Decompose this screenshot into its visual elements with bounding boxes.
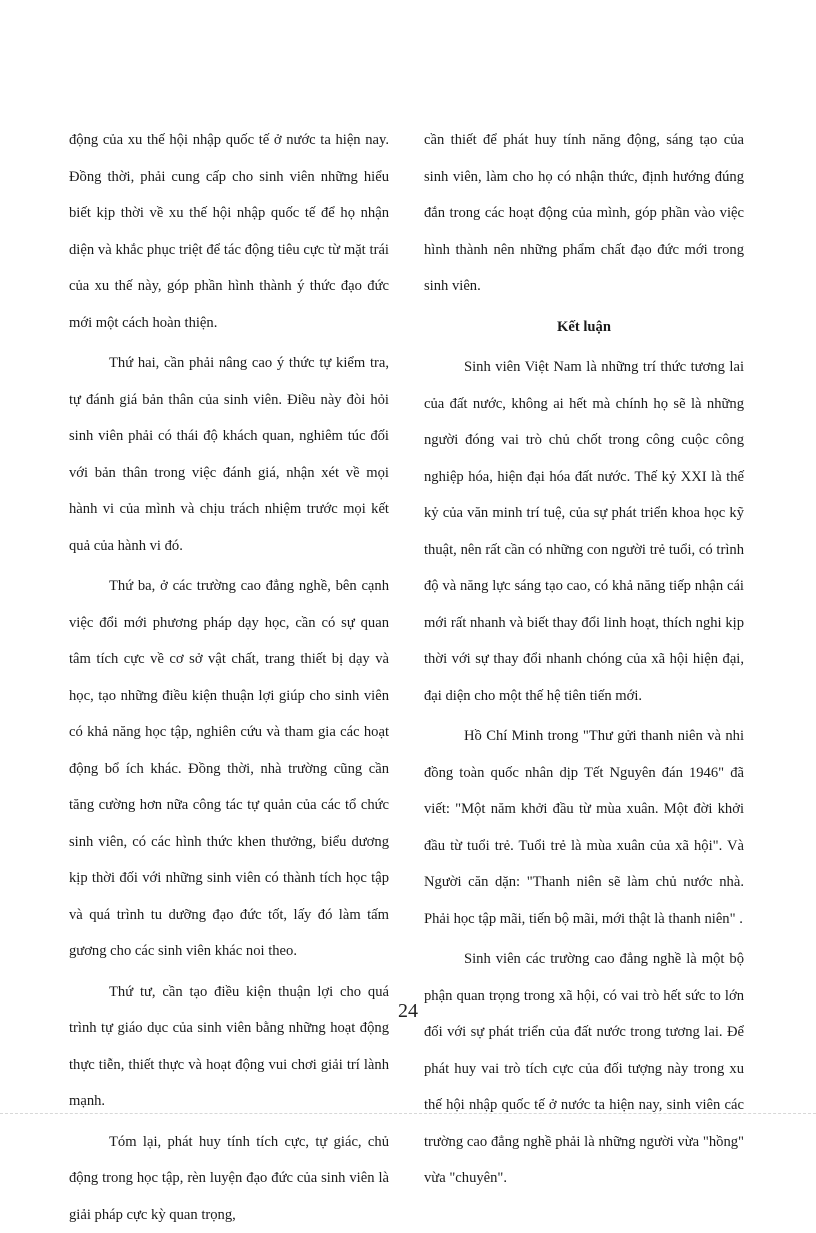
left-column (69, 122, 389, 1233)
left-paragraph-1: động của xu thế hội nhập quốc tế ở nước ta hiện nay. Đồng thời, phải cung cấp cho sinh viên những hiểu biết kịp thời về xu thế hội nhập quốc tế để họ nhận diện và khắc phục triệt để tác động tiêu cực từ mặt trái của xu thế này, góp phần hình thành ý thức đạo đức mới một cách hoàn thiện. (69, 122, 389, 341)
conclusion-paragraph-3: Sinh viên các trường cao đẳng nghề là một bộ phận quan trọng trong xã hội, có vai trò hết sức to lớn đối với sự phát triển của đất nước trong tương lai. Để phát huy vai trò tích cực của đối tượng này trong xu thế hội nhập quốc tế ở nước ta hiện nay, sinh viên các trường cao đẳng nghề phải là những người vừa "hồng" vừa "chuyên". (424, 941, 744, 1197)
conclusion-heading: Kết luận (424, 309, 744, 346)
left-paragraph-2: Thứ hai, cần phải nâng cao ý thức tự kiểm tra, tự đánh giá bản thân của sinh viên. Điều này đòi hỏi sinh viên phải có thái độ khách quan, nghiêm túc đối với bản thân trong việc đánh giá, nhận xét về mọi hành vi của mình và chịu trách nhiệm trước mọi kết quả của hành vi đó. (69, 345, 389, 564)
left-paragraph-5: Tóm lại, phát huy tính tích cực, tự giác, chủ động trong học tập, rèn luyện đạo đức của sinh viên là giải pháp cực kỳ quan trọng, (69, 1124, 389, 1233)
right-column (424, 122, 744, 1197)
right-intro-paragraph: cần thiết để phát huy tính năng động, sáng tạo của sinh viên, làm cho họ có nhận thức, định hướng đúng đắn trong các hoạt động của mình, góp phần vào việc hình thành nên những phẩm chất đạo đức mới trong sinh viên. (424, 122, 744, 305)
left-paragraph-3: Thứ ba, ở các trường cao đẳng nghề, bên cạnh việc đổi mới phương pháp dạy học, cần có sự quan tâm tích cực về cơ sở vật chất, trang thiết bị dạy và học, tạo những điều kiện thuận lợi giúp cho sinh viên có khả năng học tập, nghiên cứu và tham gia các hoạt động bổ ích khác. Đồng thời, nhà trường cũng cần tăng cường hơn nữa công tác tự quản của các tổ chức sinh viên, có các hình thức khen thưởng, biểu dương kịp thời đối với những sinh viên có thành tích học tập và quá trình tu dưỡng đạo đức tốt, lấy đó làm tấm gương cho các sinh viên khác noi theo. (69, 568, 389, 970)
conclusion-paragraph-1: Sinh viên Việt Nam là những trí thức tương lai của đất nước, không ai hết mà chính họ sẽ là những người đóng vai trò chủ chốt trong công cuộc công nghiệp hóa, hiện đại hóa đất nước. Thế kỷ XXI là thế kỷ của văn minh trí tuệ, của sự phát triển khoa học kỹ thuật, nên rất cần có những con người trẻ tuổi, có trình độ và năng lực sáng tạo cao, có khả năng tiếp nhận cái mới rất nhanh và biết thay đổi linh hoạt, thích nghi kịp thời với sự thay đổi nhanh chóng của xã hội hiện đại, đại diện cho một thế hệ tiên tiến mới. (424, 349, 744, 714)
conclusion-paragraph-2: Hồ Chí Minh trong "Thư gửi thanh niên và nhi đồng toàn quốc nhân dịp Tết Nguyên đán 1946" đã viết: "Một năm khởi đầu từ mùa xuân. Một đời khởi đầu từ tuổi trẻ. Tuổi trẻ là mùa xuân của xã hội". Và Người căn dặn: "Thanh niên sẽ làm chủ nước nhà. Phải học tập mãi, tiến bộ mãi, mới thật là thanh niên" . (424, 718, 744, 937)
left-paragraph-4: Thứ tư, cần tạo điều kiện thuận lợi cho quá trình tự giáo dục của sinh viên bằng những hoạt động thực tiễn, thiết thực và hoạt động vui chơi giải trí lành mạnh. (69, 974, 389, 1120)
page-bottom-divider (0, 1113, 816, 1114)
page-number: 24 (0, 1000, 816, 1023)
